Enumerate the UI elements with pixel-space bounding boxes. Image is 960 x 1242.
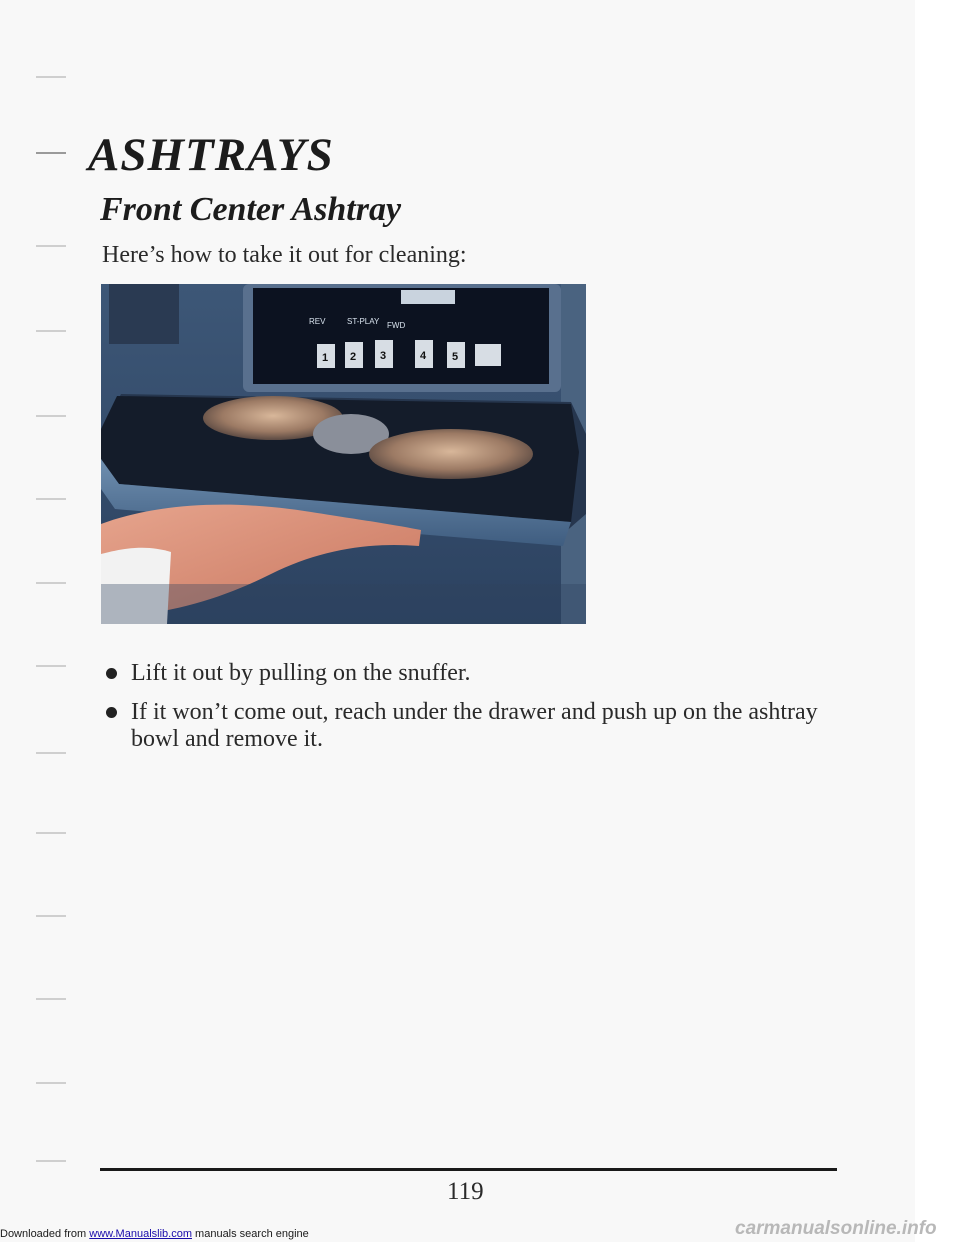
bullet-icon xyxy=(106,668,117,679)
radio-button xyxy=(475,344,501,366)
download-footer xyxy=(0,1226,380,1242)
margin-tick xyxy=(36,998,66,1000)
instruction-item xyxy=(104,699,824,753)
page-edge xyxy=(915,0,960,1242)
preset-button-label: 4 xyxy=(420,350,427,362)
bullet-icon xyxy=(106,707,117,718)
margin-tick xyxy=(36,915,66,917)
vent-left xyxy=(109,284,179,344)
margin-tick xyxy=(36,665,66,667)
margin-tick xyxy=(36,76,66,78)
preset-button-label: 3 xyxy=(380,350,387,362)
manualslib-link[interactable]: www.Manualslib.com xyxy=(89,1228,192,1240)
radio-display xyxy=(401,290,455,304)
section-subtitle: Front Center Ashtray xyxy=(100,191,402,228)
margin-tick xyxy=(36,245,66,247)
margin-tick xyxy=(36,330,66,332)
instruction-text: If it won’t come out, reach under the drawer and push up on the ashtray bowl and remove it. xyxy=(131,699,818,752)
footer-suffix: manuals search engine xyxy=(195,1228,309,1240)
margin-tick xyxy=(36,498,66,500)
margin-tick xyxy=(36,1160,66,1162)
margin-tick xyxy=(36,152,66,154)
preset-button-label: 2 xyxy=(350,351,357,363)
margin-tick xyxy=(36,832,66,834)
radio-label: ST-PLAY xyxy=(347,317,380,326)
watermark: carmanualsonline.info xyxy=(735,1218,937,1239)
ashtray-photo xyxy=(101,284,586,624)
margin-tick xyxy=(36,415,66,417)
margin-tick xyxy=(36,752,66,754)
page-number: 119 xyxy=(447,1178,484,1205)
preset-button-label: 1 xyxy=(322,352,329,364)
section-title: ASHTRAYS xyxy=(88,129,334,181)
preset-button-label: 5 xyxy=(452,351,459,363)
margin-tick xyxy=(36,582,66,584)
ashtray-bowl xyxy=(369,429,533,479)
instruction-list xyxy=(104,660,824,765)
margin-tick xyxy=(36,1082,66,1084)
instruction-item xyxy=(104,660,824,687)
radio-label: FWD xyxy=(387,321,406,330)
footer-prefix: Downloaded from xyxy=(0,1228,87,1240)
footer-rule xyxy=(100,1168,837,1171)
intro-text: Here’s how to take it out for cleaning: xyxy=(102,242,467,268)
radio-label: REV xyxy=(309,317,326,326)
instruction-text: Lift it out by pulling on the snuffer. xyxy=(131,660,471,686)
